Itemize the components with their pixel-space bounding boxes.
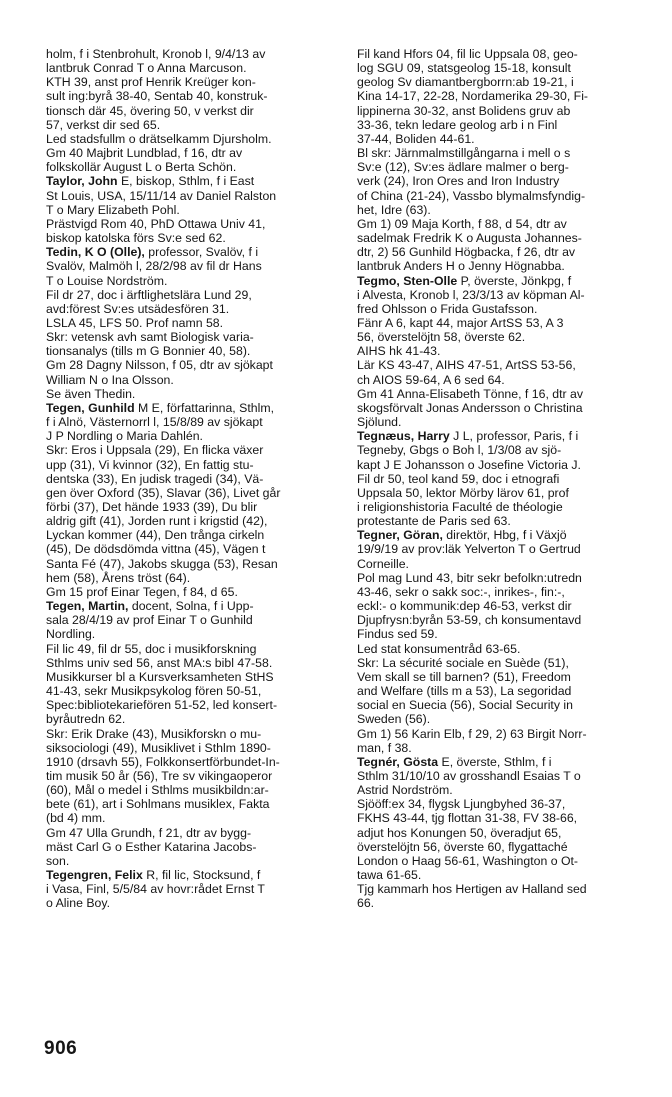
text-line xyxy=(46,330,346,344)
text-line xyxy=(46,656,346,670)
entry-text: Gm 41 Anna-Elisabeth Tönne, f 16, dtr av xyxy=(357,386,584,401)
entry-text: 43-46, sekr o sakk soc:-, inrikes-, fin:-, xyxy=(357,584,565,599)
right-entry xyxy=(357,47,659,274)
entry-text: R, fil lic, Stocksund, f xyxy=(142,868,261,883)
text-line xyxy=(357,89,659,103)
entry-text: AIHS hk 41-43. xyxy=(357,344,441,359)
entry-text: 19/9/19 av prov:läk Yelverton T o Gertrud xyxy=(357,542,581,557)
text-line xyxy=(357,868,659,882)
text-line xyxy=(46,104,346,118)
entry-text: Vem skall se till barnen? (51), Freedom xyxy=(357,669,571,684)
entry-text: Nordling. xyxy=(46,627,96,642)
entry-text: lantbruk Conrad T o Anna Marcuson. xyxy=(46,61,247,76)
text-line xyxy=(46,684,346,698)
text-line xyxy=(357,174,659,188)
left-entry xyxy=(46,245,346,401)
entry-text: mäst Carl G o Esther Katarina Jacobs- xyxy=(46,839,257,854)
text-line xyxy=(357,542,659,556)
entry-text: protestante de Paris sed 63. xyxy=(357,514,511,529)
text-line xyxy=(357,514,659,528)
left-entry xyxy=(46,868,346,910)
left-column xyxy=(46,47,346,911)
entry-text: Sjööff:ex 34, flygsk Ljungbyhed 36-37, xyxy=(357,797,566,812)
entry-headword: Taylor, John xyxy=(46,174,118,189)
text-line xyxy=(46,797,346,811)
text-line xyxy=(46,189,346,203)
left-entry xyxy=(46,47,346,174)
text-line xyxy=(357,854,659,868)
text-line xyxy=(46,274,346,288)
entry-text: Lär KS 43-47, AIHS 47-51, ArtSS 53-56, xyxy=(357,358,576,373)
entry-text: Sthlm 31/10/10 av grosshandl Esaias T o xyxy=(357,768,581,783)
text-line xyxy=(46,174,346,188)
text-line xyxy=(46,896,346,910)
text-line xyxy=(46,401,346,415)
entry-text: St Louis, USA, 15/11/14 av Daniel Ralston xyxy=(46,188,277,203)
text-line xyxy=(46,118,346,132)
text-line xyxy=(46,514,346,528)
entry-text: Djupfrysn:byrån 53-59, ch konsumentavd xyxy=(357,613,582,628)
entry-text: i Vasa, Finl, 5/5/84 av hovr:rådet Ernst T xyxy=(46,882,265,897)
entry-text: FKHS 43-44, tjg flottan 31-38, FV 38-66, xyxy=(357,811,578,826)
text-line xyxy=(357,387,659,401)
entry-text: 57, verkst dir sed 65. xyxy=(46,117,161,132)
entry-text: 37-44, Boliden 44-61. xyxy=(357,131,475,146)
text-line xyxy=(357,684,659,698)
text-line xyxy=(46,557,346,571)
text-line xyxy=(46,387,346,401)
right-entry xyxy=(357,528,659,755)
text-line xyxy=(46,486,346,500)
text-line xyxy=(46,160,346,174)
entry-headword: Tegnæus, Harry xyxy=(357,429,450,444)
entry-text: son. xyxy=(46,853,70,868)
entry-text: bete (61), art i Sohlmans musiklex, Fakta xyxy=(46,797,270,812)
entry-text: förbi (37), Det hände 1933 (39), Du blir xyxy=(46,500,258,514)
entry-text: LSLA 45, LFS 50. Prof namn 58. xyxy=(46,315,224,330)
entry-text: Lyckan kommer (44), Den trånga cirkeln xyxy=(46,528,265,543)
text-line xyxy=(357,500,659,514)
text-line xyxy=(46,755,346,769)
entry-text: Tjg kammarh hos Hertigen av Halland sed xyxy=(357,882,587,897)
text-line xyxy=(46,727,346,741)
text-line xyxy=(357,826,659,840)
entry-text: sala 28/4/19 av prof Einar T o Gunhild xyxy=(46,613,253,628)
entry-text: tawa 61-65. xyxy=(357,868,422,883)
text-line xyxy=(357,797,659,811)
entry-text: Se även Thedin. xyxy=(46,386,136,401)
entry-text: f i Alnö, Västernorrl l, 15/8/89 av sjökapt xyxy=(46,415,263,430)
entry-text: Skr: La sécurité sociale en Suède (51), xyxy=(357,655,569,670)
page-number: 906 xyxy=(44,1038,78,1059)
entry-text: tionsanalys (tills m G Bonnier 40, 58). xyxy=(46,344,251,359)
text-line xyxy=(357,203,659,217)
entry-text: social en Suecia (56), Social Security in xyxy=(357,698,573,713)
text-line xyxy=(46,826,346,840)
entry-text: avd:förest Sv:es utsädesfören 31. xyxy=(46,301,230,316)
entry-text: and Welfare (tills m a 53), La segoridad xyxy=(357,684,572,699)
text-line xyxy=(46,259,346,273)
entry-text: Corneille. xyxy=(357,556,409,571)
entry-text: i Alvesta, Kronob l, 23/3/13 av köpman Al- xyxy=(357,287,585,302)
text-line xyxy=(46,316,346,330)
text-line xyxy=(357,118,659,132)
text-line xyxy=(357,557,659,571)
text-line xyxy=(46,528,346,542)
text-line xyxy=(357,896,659,910)
entry-text: Prästvigd Rom 40, PhD Ottawa Univ 41, xyxy=(46,216,266,231)
entry-text: 56, överstelöjtn 58, överste 62. xyxy=(357,330,526,345)
entry-text: man, f 38. xyxy=(357,740,412,755)
entry-headword: Tegner, Göran, xyxy=(357,528,443,543)
entry-text: Sweden (56). xyxy=(357,712,431,727)
entry-text: log SGU 09, statsgeolog 15-18, konsult xyxy=(357,61,571,76)
text-line xyxy=(46,769,346,783)
entry-text: Santa Fé (47), Jakobs skugga (53), Resan xyxy=(46,556,278,571)
entry-text: Skr: vetensk avh samt Biologisk varia- xyxy=(46,330,254,345)
text-line xyxy=(357,160,659,174)
entry-text: E, överste, Sthlm, f i xyxy=(438,754,552,769)
entry-text: dtr, 2) 56 Gunhild Högbacka, f 26, dtr av xyxy=(357,245,576,260)
text-line xyxy=(357,656,659,670)
entry-text: byråutredn 62. xyxy=(46,712,126,727)
entry-text: holm, f i Stenbrohult, Kronob l, 9/4/13 av xyxy=(46,47,266,61)
text-line xyxy=(46,811,346,825)
entry-text: siksociologi (49), Musiklivet i Sthlm 1890- xyxy=(46,740,271,755)
entry-text: KTH 39, anst prof Henrik Kreüger kon- xyxy=(46,75,256,90)
text-line xyxy=(357,698,659,712)
entry-headword: Tedin, K O (Olle), xyxy=(46,245,145,260)
entry-text: Gm 40 Majbrit Lundblad, f 16, dtr av xyxy=(46,146,243,161)
text-line xyxy=(46,698,346,712)
entry-text: Svalöv, Malmöh l, 28/2/98 av fil dr Hans xyxy=(46,259,262,274)
entry-text: geolog Sv diamantbergborrn:ab 19-21, i xyxy=(357,75,574,90)
entry-text: (bd 4) mm. xyxy=(46,811,106,826)
text-line xyxy=(357,104,659,118)
text-line xyxy=(357,741,659,755)
entry-text: Skr: Eros i Uppsala (29), En flicka växer xyxy=(46,443,264,458)
entry-text: het, Idre (63). xyxy=(357,202,431,217)
entry-text: Fil dr 50, teol kand 59, doc i etnografi xyxy=(357,471,560,486)
text-line xyxy=(357,330,659,344)
text-line xyxy=(357,274,659,288)
text-line xyxy=(357,132,659,146)
entry-headword: Tegen, Martin, xyxy=(46,599,129,614)
text-line xyxy=(46,61,346,75)
text-line xyxy=(46,415,346,429)
text-line xyxy=(46,458,346,472)
entry-text: Bl skr: Järnmalmstillgångarna i mell o s xyxy=(357,146,571,161)
entry-text: överstelöjtn 56, överste 60, flygattaché xyxy=(357,839,568,854)
entry-text: T o Louise Nordström. xyxy=(46,273,168,288)
entry-text: lantbruk Anders H o Jenny Högnabba. xyxy=(357,259,565,274)
text-line xyxy=(357,585,659,599)
entry-text: J P Nordling o Maria Dahlén. xyxy=(46,429,203,444)
text-line xyxy=(357,61,659,75)
entry-text: tim musik 50 år (56), Tre sv vikingaoperor xyxy=(46,768,273,783)
entry-text: 1910 (drsavh 55), Folkkonsertförbundet-In- xyxy=(46,754,280,769)
left-entry xyxy=(46,174,346,245)
right-entry xyxy=(357,274,659,430)
entry-headword: Tegnér, Gösta xyxy=(357,754,439,769)
right-column xyxy=(357,47,659,911)
entry-text: lippinerna 30-32, anst Bolidens gruv ab xyxy=(357,103,571,118)
text-line xyxy=(357,642,659,656)
text-line xyxy=(46,89,346,103)
entry-text: Fil lic 49, fil dr 55, doc i musikforskning xyxy=(46,641,257,656)
text-line xyxy=(46,868,346,882)
text-line xyxy=(357,472,659,486)
entry-text: professor, Svalöv, f i xyxy=(144,245,259,260)
text-line xyxy=(357,783,659,797)
entry-text: Sjölund. xyxy=(357,415,402,430)
entry-text: M E, författarinna, Sthlm, xyxy=(134,400,274,415)
text-line xyxy=(357,217,659,231)
entry-text: biskop katolska förs Sv:e sed 62. xyxy=(46,231,226,246)
entry-text: Musikkurser bl a Kursverksamheten StHS xyxy=(46,669,274,684)
entry-text: P, överste, Jönkpg, f xyxy=(457,273,572,288)
entry-headword: Tegengren, Felix xyxy=(46,868,143,883)
entry-text: Findus sed 59. xyxy=(357,627,438,642)
text-line xyxy=(46,783,346,797)
text-line xyxy=(357,755,659,769)
entry-text: ch AIOS 59-64, A 6 sed 64. xyxy=(357,372,505,387)
entry-text: fred Ohlsson o Frida Gustafsson. xyxy=(357,301,538,316)
entry-text: docent, Solna, f i Upp- xyxy=(128,599,254,614)
text-line xyxy=(46,344,346,358)
text-line xyxy=(46,217,346,231)
entry-text: Gm 1) 09 Maja Korth, f 88, d 54, dtr av xyxy=(357,216,567,231)
text-line xyxy=(357,712,659,726)
text-line xyxy=(357,486,659,500)
text-line xyxy=(46,542,346,556)
entry-text: Led stadsfullm o drätselkamm Djursholm. xyxy=(46,131,272,146)
entry-headword: Tegen, Gunhild xyxy=(46,400,135,415)
entry-text: gen över Oxford (35), Slavar (36), Livet går xyxy=(46,485,281,500)
text-line xyxy=(46,75,346,89)
text-line xyxy=(46,500,346,514)
entry-headword: Tegmo, Sten-Olle xyxy=(357,273,458,288)
text-line xyxy=(46,840,346,854)
text-line xyxy=(357,882,659,896)
text-line xyxy=(357,401,659,415)
text-line xyxy=(357,811,659,825)
entry-text: Astrid Nordström. xyxy=(357,783,453,798)
text-line xyxy=(46,429,346,443)
entry-text: Gm 1) 56 Karin Elb, f 29, 2) 63 Birgit Norr- xyxy=(357,726,587,741)
entry-text: Uppsala 50, lektor Mörby lärov 61, prof xyxy=(357,485,569,500)
entry-text: verk (24), Iron Ores and Iron Industry xyxy=(357,174,560,189)
entry-text: aldrig gift (41), Jorden runt i krigstid (42), xyxy=(46,514,268,529)
entry-text: London o Haag 56-61, Washington o Ot- xyxy=(357,853,579,868)
right-entry xyxy=(357,429,659,528)
entry-text: Kina 14-17, 22-28, Nordamerika 29-30, Fi- xyxy=(357,89,589,104)
text-line xyxy=(46,231,346,245)
text-line xyxy=(46,741,346,755)
text-line xyxy=(357,458,659,472)
text-line xyxy=(357,146,659,160)
text-line xyxy=(357,769,659,783)
entry-text: Tegneby, Gbgs o Boh l, 1/3/08 av sjö- xyxy=(357,443,562,458)
text-line xyxy=(357,443,659,457)
text-line xyxy=(357,358,659,372)
entry-text: of China (21-24), Vassbo blymalmsfyndig- xyxy=(357,188,586,203)
entry-text: adjut hos Konungen 50, överadjut 65, xyxy=(357,825,562,840)
entry-text: E, biskop, Sthlm, f i East xyxy=(117,174,255,189)
entry-text: sadelmak Fredrik K o Augusta Johannes- xyxy=(357,231,582,246)
text-line xyxy=(357,302,659,316)
text-line xyxy=(357,245,659,259)
text-line xyxy=(46,670,346,684)
text-line xyxy=(357,627,659,641)
entry-text: kapt J E Johansson o Josefine Victoria J. xyxy=(357,457,581,472)
text-line xyxy=(46,627,346,641)
text-line xyxy=(46,642,346,656)
text-line xyxy=(46,302,346,316)
entry-text: hem (58), Årens tröst (64). xyxy=(46,570,191,585)
text-line xyxy=(357,840,659,854)
entry-text: Gm 28 Dagny Nilsson, f 05, dtr av sjökapt xyxy=(46,358,273,373)
left-entry xyxy=(46,401,346,599)
text-line xyxy=(46,882,346,896)
text-line xyxy=(357,727,659,741)
entry-text: tionsch där 45, övering 50, v verkst dir xyxy=(46,103,254,118)
entry-text: dentska (33), En judisk tragedi (34), Vä- xyxy=(46,471,264,486)
left-entry xyxy=(46,599,346,868)
text-line xyxy=(357,47,659,61)
text-line xyxy=(357,599,659,613)
text-line xyxy=(46,854,346,868)
entry-text: J L, professor, Paris, f i xyxy=(449,429,579,444)
entry-text: o Aline Boy. xyxy=(46,896,111,911)
text-line xyxy=(357,429,659,443)
text-line xyxy=(357,613,659,627)
text-line xyxy=(357,670,659,684)
entry-text: (45), De dödsdömda vittna (45), Vägen t xyxy=(46,542,266,557)
text-line xyxy=(46,358,346,372)
text-line xyxy=(46,613,346,627)
entry-text: Spec:bibliotekariefören 51-52, led konsert- xyxy=(46,698,278,713)
text-line xyxy=(46,288,346,302)
text-line xyxy=(46,585,346,599)
text-line xyxy=(357,373,659,387)
entry-text: i religionshistoria Faculté de théologie xyxy=(357,500,563,514)
entry-text: William N o Ina Olsson. xyxy=(46,372,174,387)
entry-text: (60), Mål o medel i Sthlms musikbildn:ar- xyxy=(46,783,269,798)
entry-text: Fänr A 6, kapt 44, major ArtSS 53, A 3 xyxy=(357,315,564,330)
entry-text: 66. xyxy=(357,896,375,911)
entry-text: Gm 15 prof Einar Tegen, f 84, d 65. xyxy=(46,584,238,599)
text-line xyxy=(357,288,659,302)
text-line xyxy=(357,189,659,203)
text-line xyxy=(46,203,346,217)
entry-text: T o Mary Elizabeth Pohl. xyxy=(46,202,180,217)
text-line xyxy=(357,571,659,585)
text-line xyxy=(46,132,346,146)
entry-text: Fil kand Hfors 04, fil lic Uppsala 08, geo- xyxy=(357,47,578,61)
entry-text: Sv:e (12), Sv:es ädlare malmer o berg- xyxy=(357,160,569,175)
right-entry xyxy=(357,755,659,911)
entry-text: Fil dr 27, doc i ärftlighetslära Lund 29, xyxy=(46,287,252,302)
entry-text: eckl:- o kommunik:dep 46-53, verkst dir xyxy=(357,599,572,614)
text-line xyxy=(46,373,346,387)
entry-text: Skr: Erik Drake (43), Musikforskn o mu- xyxy=(46,726,262,741)
entry-text: 33-36, tekn ledare geolog arb i n Finl xyxy=(357,117,558,132)
text-line xyxy=(357,528,659,542)
text-line xyxy=(357,231,659,245)
text-line xyxy=(46,47,346,61)
text-line xyxy=(357,415,659,429)
text-line xyxy=(357,259,659,273)
entry-text: sult ing:byrå 38-40, Sentab 40, konstruk- xyxy=(46,89,268,104)
text-line xyxy=(46,712,346,726)
text-line xyxy=(46,443,346,457)
entry-text: folkskollär August L o Berta Schön. xyxy=(46,160,237,175)
text-line xyxy=(46,599,346,613)
entry-text: upp (31), Vi kvinnor (32), En fattig stu- xyxy=(46,457,254,472)
text-line xyxy=(357,75,659,89)
entry-text: Led stat konsumentråd 63-65. xyxy=(357,641,521,656)
text-line xyxy=(46,571,346,585)
entry-text: skogsförvalt Jonas Andersson o Christina xyxy=(357,400,583,415)
entry-text: Pol mag Lund 43, bitr sekr befolkn:utredn xyxy=(357,570,582,585)
text-line xyxy=(357,316,659,330)
text-line xyxy=(46,245,346,259)
entry-text: Gm 47 Ulla Grundh, f 21, dtr av bygg- xyxy=(46,825,252,840)
text-line xyxy=(46,472,346,486)
entry-text: 41-43, sekr Musikpsykolog fören 50-51, xyxy=(46,684,262,699)
text-line xyxy=(46,146,346,160)
entry-text: Sthlms univ sed 56, anst MA:s bibl 47-58. xyxy=(46,655,273,670)
entry-text: direktör, Hbg, f i Växjö xyxy=(442,528,567,543)
text-line xyxy=(357,344,659,358)
